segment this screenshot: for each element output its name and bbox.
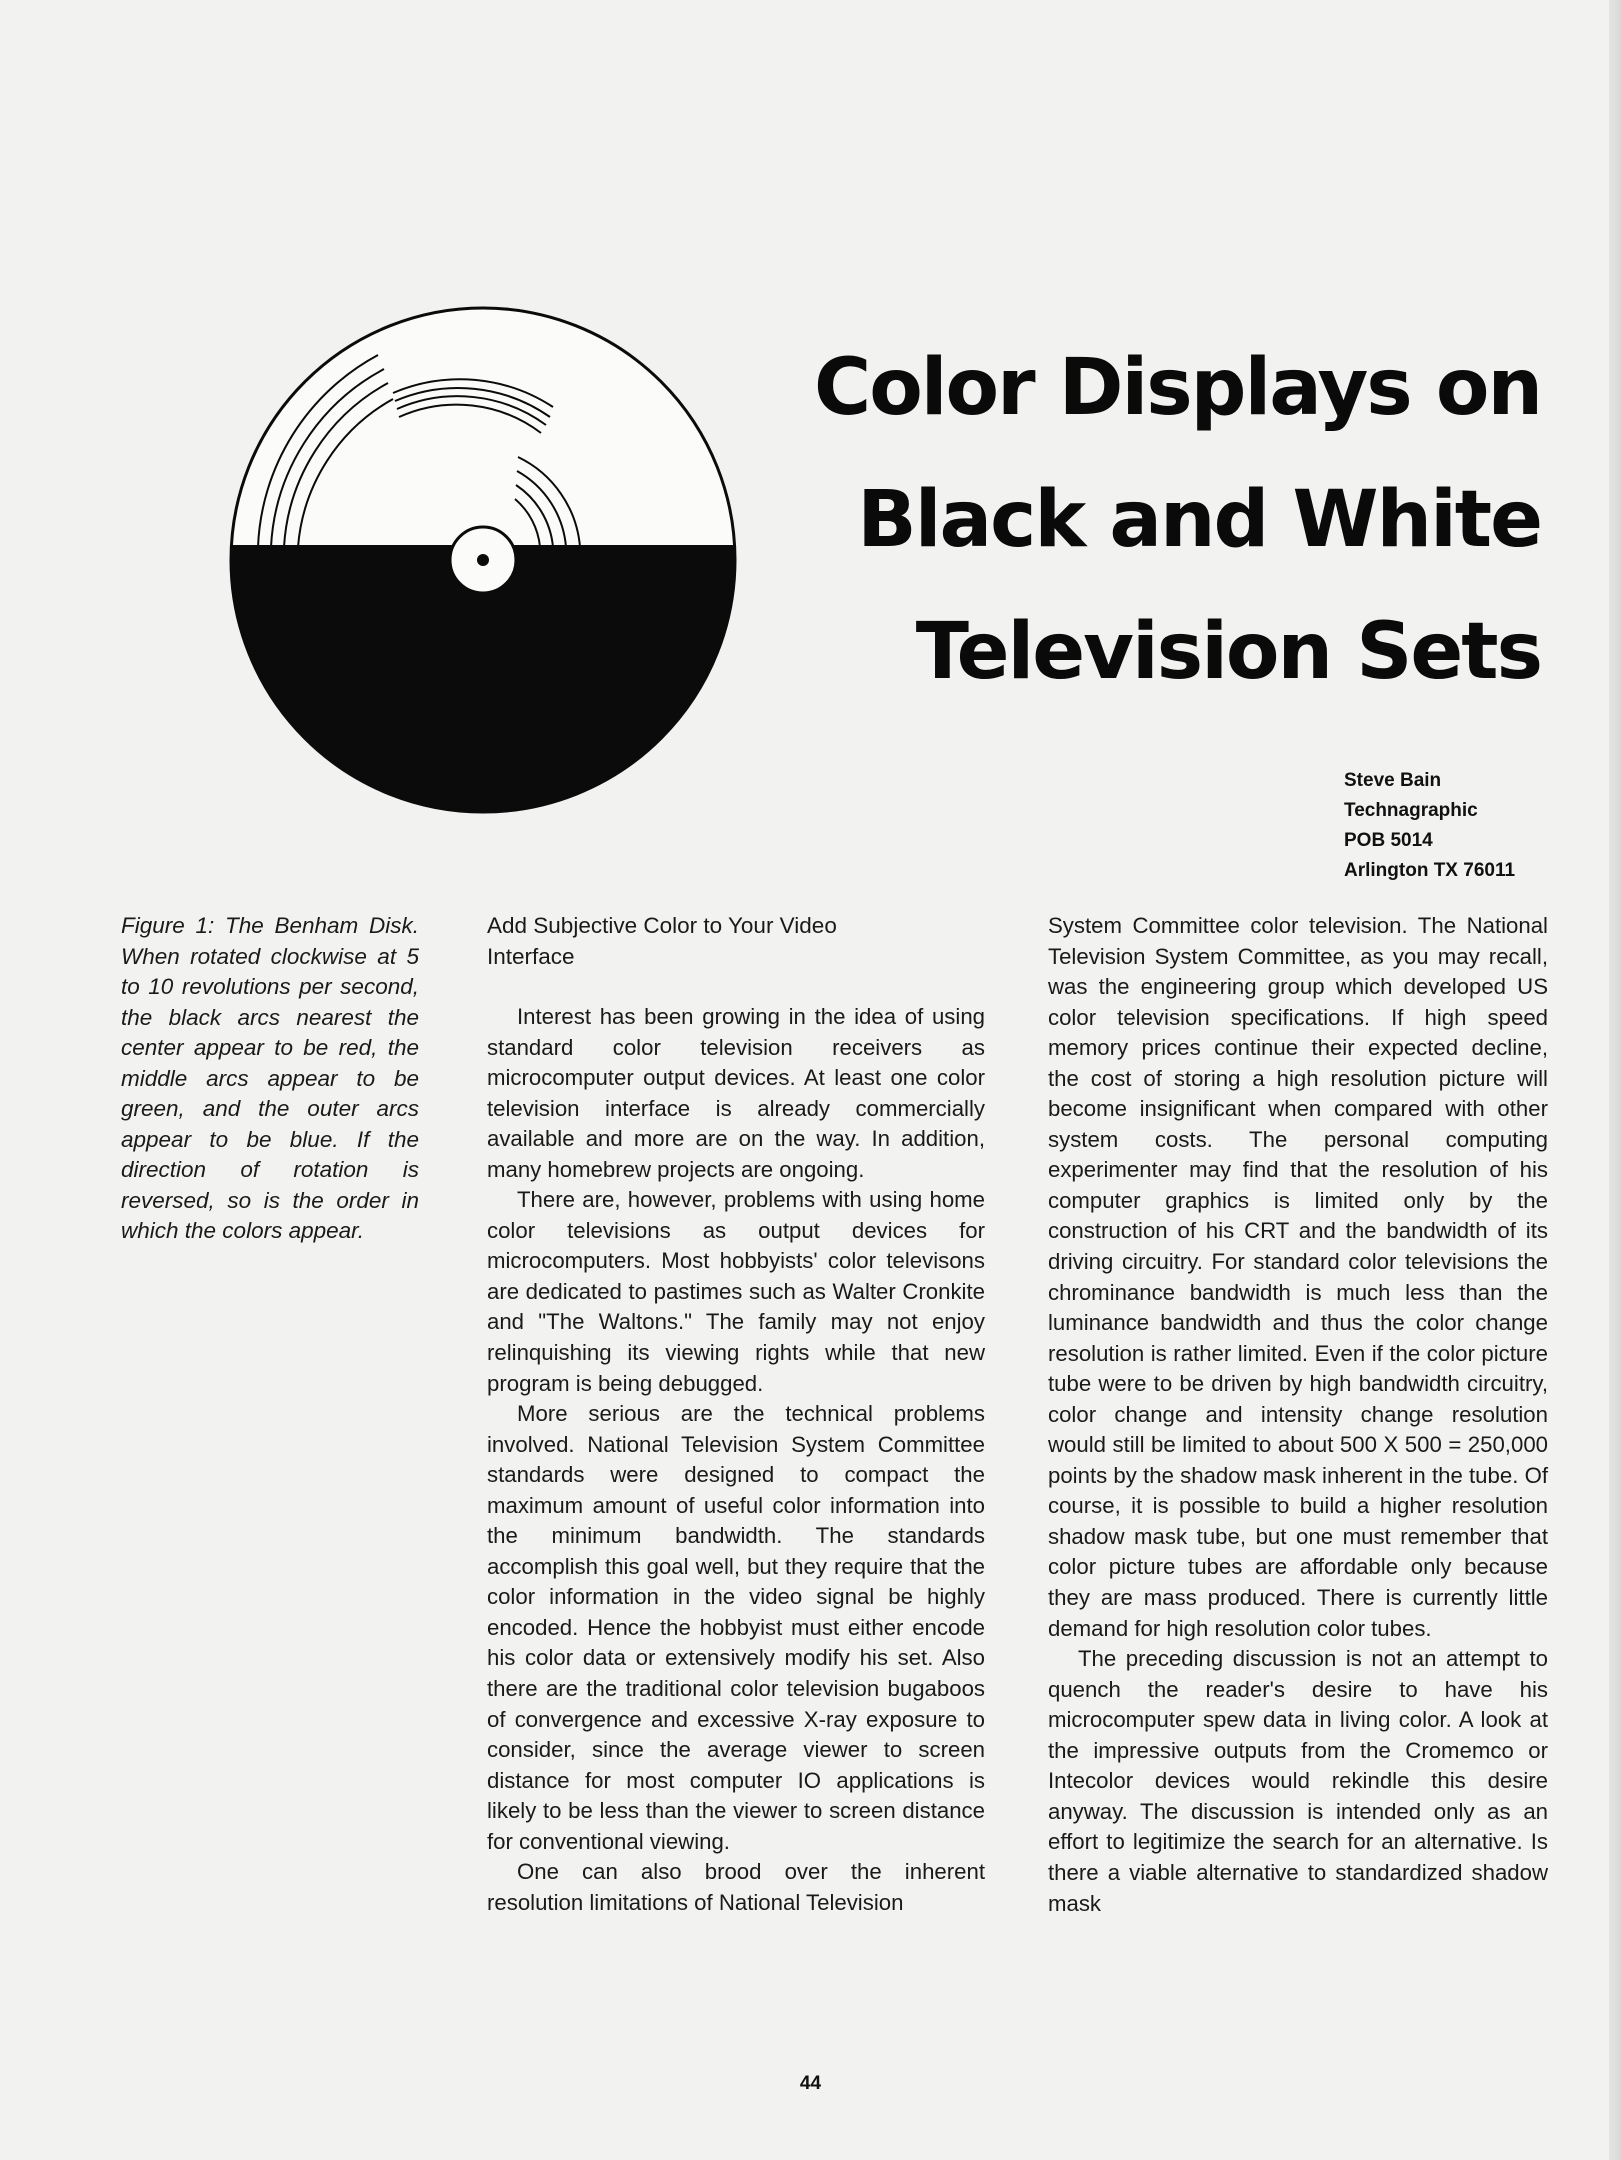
paragraph: Interest has been growing in the idea of using standard color television receivers as microcomputer output devices. At least one color television interface is already commercially available and more are on the way. In addition, many homebrew projects are ongoing. <box>487 1004 985 1182</box>
author-address-1: POB 5014 <box>1344 830 1433 851</box>
paragraph: There are, however, problems with using home color televisions as output devices for microcomputers. Most hobbyists' color televisons are dedicated to pastimes such as Walter Cronkite and "The Waltons." The family may not enjoy relinquishing its viewing rights while that new program is being debugged. <box>487 1187 985 1396</box>
benham-disk-icon <box>228 305 738 815</box>
title-line: Television Sets <box>915 607 1541 697</box>
title-line: Color Displays on <box>813 343 1541 433</box>
author-address-2: Arlington TX 76011 <box>1344 860 1516 881</box>
section-heading: Add Subjective Color to Your Video Interface <box>487 913 837 969</box>
paragraph: More serious are the technical problems involved. National Television System Committee standards were designed to compact the maximum amount of useful color information into the minimum bandwidth. The standards accomplish this goal well, but they require that the color information in the video signal be highly encoded. Hence the hobbyist must either encode his color data or extensively modify his set. Also there are the traditional color television bugaboos of convergence and excessive X-ray exposure to consider, since the average viewer to screen distance for most computer IO applications is likely to be less than the viewer to screen distance for conventional viewing. <box>487 1401 985 1854</box>
text-column-2 <box>487 911 985 1918</box>
paragraph: One can also brood over the inherent resolution limitations of National Television <box>487 1859 985 1915</box>
figure-caption: Figure 1: The Benham Disk. When rotated clockwise at 5 to 10 revolutions per second, the black arcs nearest the center appear to be red, the middle arcs appear to be green, and the outer arcs appear to be blue. If the direction of rotation is reversed, so is the order in which the colors appear. <box>121 913 419 1243</box>
title-line: Black and White <box>857 475 1541 565</box>
author-byline <box>1344 766 1564 886</box>
paragraph: System Committee color television. The National Television System Committee, as you may recall, was the engineering group which developed US color television specifications. If high speed memory prices continue their expected decline, the cost of storing a high resolution picture will become insignificant when compared with other system costs. The personal computing experimenter may find that the resolution of his computer graphics is limited only by the construction of his CRT and the bandwidth of its driving circuitry. For standard color televisions the chrominance bandwidth is much less than the luminance bandwidth and thus the color change resolution is rather limited. Even if the color picture tube were to be driven by high bandwidth circuitry, color change and intensity change resolution would still be limited to about 500 X 500 = 250,000 points by the shadow mask inherent in the tube. Of course, it is possible to build a higher resolution shadow mask tube, but one must remember that color picture tubes are affordable only because they are mass produced. There is currently little demand for high resolution color tubes. <box>1048 913 1548 1641</box>
page-edge <box>1609 0 1621 2160</box>
text-column-3 <box>1048 911 1548 1919</box>
article-title <box>781 322 1541 718</box>
author-org: Technagraphic <box>1344 800 1478 821</box>
author-name: Steve Bain <box>1344 770 1442 791</box>
paragraph: The preceding discussion is not an attempt to quench the reader's desire to have his microcomputer spew data in living color. A look at the impressive outputs from the Cromemco or Intecolor devices would rekindle this desire anyway. The discussion is intended only as an effort to legitimize the search for an alternative. Is there a viable alternative to standardized shadow mask <box>1048 1646 1548 1916</box>
page-number: 44 <box>799 2073 822 2094</box>
